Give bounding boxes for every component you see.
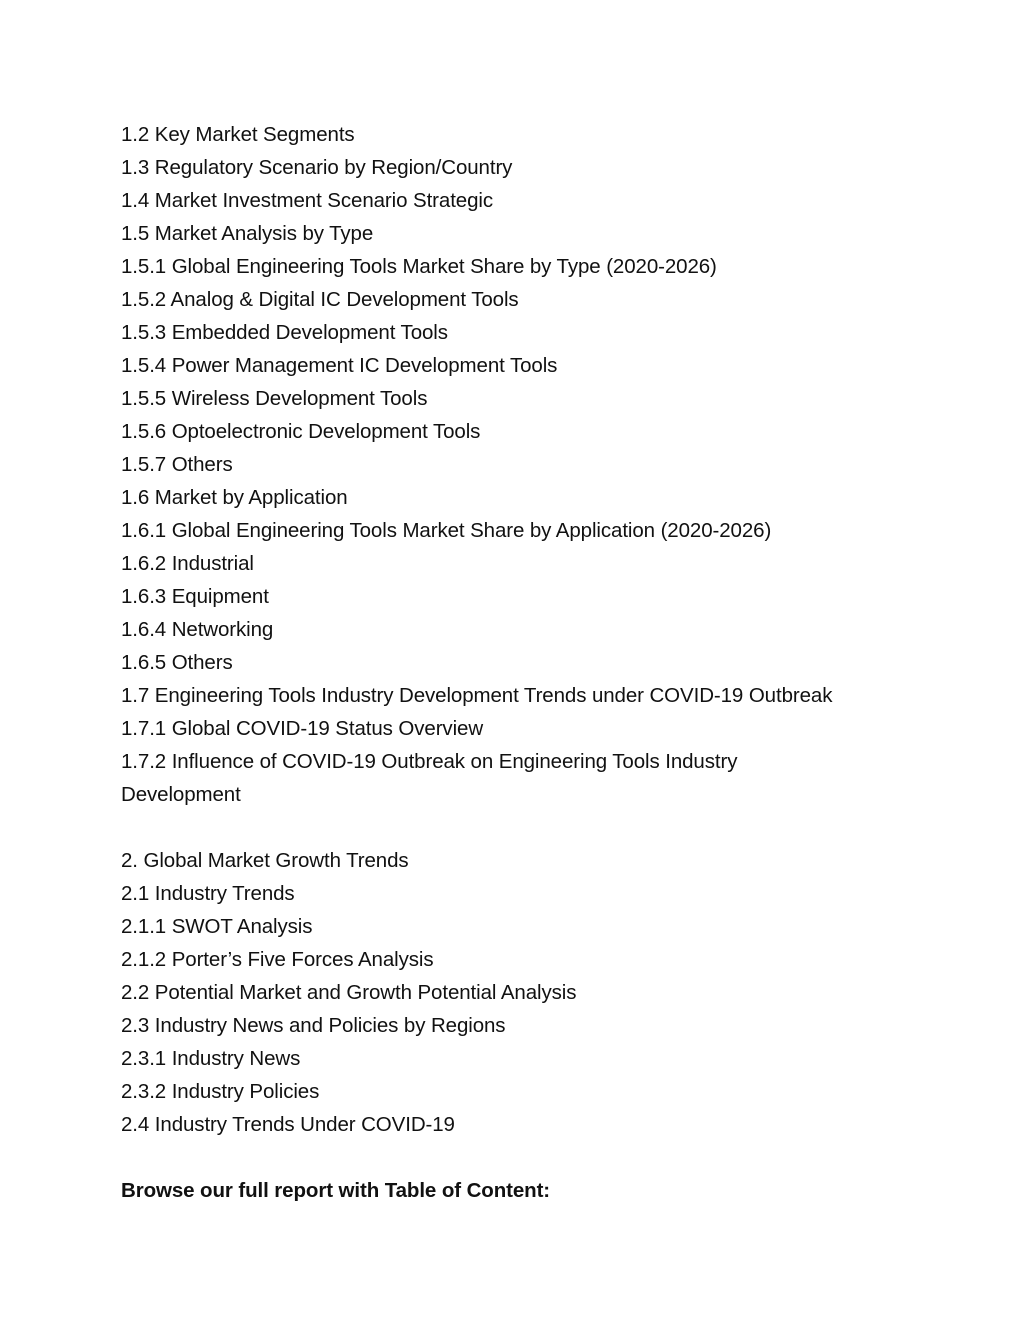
- toc-line: 1.6.2 Industrial: [121, 552, 254, 575]
- toc-line: 2.4 Industry Trends Under COVID-19: [121, 1113, 455, 1136]
- toc-line: 1.6.4 Networking: [121, 618, 274, 641]
- toc-line: 1.5.6 Optoelectronic Development Tools: [121, 420, 481, 443]
- toc-line: 1.6 Market by Application: [121, 486, 348, 509]
- toc-line: 1.6.1 Global Engineering Tools Market Share by Application (2020-2026): [121, 519, 772, 542]
- section-spacer: [121, 1141, 921, 1174]
- toc-line: 2. Global Market Growth Trends: [121, 849, 409, 872]
- toc-line: 1.5.2 Analog & Digital IC Development Tools: [121, 288, 519, 311]
- section-spacer: [121, 811, 921, 844]
- toc-line: 1.5.1 Global Engineering Tools Market Share by Type (2020-2026): [121, 255, 717, 278]
- toc-line: 1.5 Market Analysis by Type: [121, 222, 374, 245]
- toc-line: 2.1.1 SWOT Analysis: [121, 915, 313, 938]
- toc-line: 1.5.4 Power Management IC Development Tools: [121, 354, 558, 377]
- toc-line: 2.3.1 Industry News: [121, 1047, 301, 1070]
- toc-line: 2.3 Industry News and Policies by Regions: [121, 1014, 506, 1037]
- toc-section-1: [121, 118, 921, 811]
- toc-section-2: [121, 844, 921, 1141]
- toc-line: 2.1 Industry Trends: [121, 882, 295, 905]
- toc-line: 2.2 Potential Market and Growth Potential Analysis: [121, 981, 577, 1004]
- document-page: [121, 118, 921, 1207]
- toc-line: 1.5.3 Embedded Development Tools: [121, 321, 448, 344]
- toc-line: 1.6.3 Equipment: [121, 585, 269, 608]
- toc-line: 1.3 Regulatory Scenario by Region/Country: [121, 156, 513, 179]
- toc-line: 1.6.5 Others: [121, 651, 233, 674]
- toc-line: 1.2 Key Market Segments: [121, 123, 355, 146]
- toc-line: 1.7 Engineering Tools Industry Development Trends under COVID-19 Outbreak: [121, 684, 833, 707]
- toc-line: 1.4 Market Investment Scenario Strategic: [121, 189, 494, 212]
- toc-line: 2.1.2 Porter’s Five Forces Analysis: [121, 948, 434, 971]
- browse-report-heading: Browse our full report with Table of Content:: [121, 1179, 551, 1202]
- toc-line: 1.7.1 Global COVID-19 Status Overview: [121, 717, 484, 740]
- toc-line: Development: [121, 783, 241, 806]
- toc-line: 1.5.5 Wireless Development Tools: [121, 387, 428, 410]
- toc-line: 1.7.2 Influence of COVID-19 Outbreak on Engineering Tools Industry: [121, 750, 738, 773]
- toc-line: 1.5.7 Others: [121, 453, 233, 476]
- toc-line: 2.3.2 Industry Policies: [121, 1080, 320, 1103]
